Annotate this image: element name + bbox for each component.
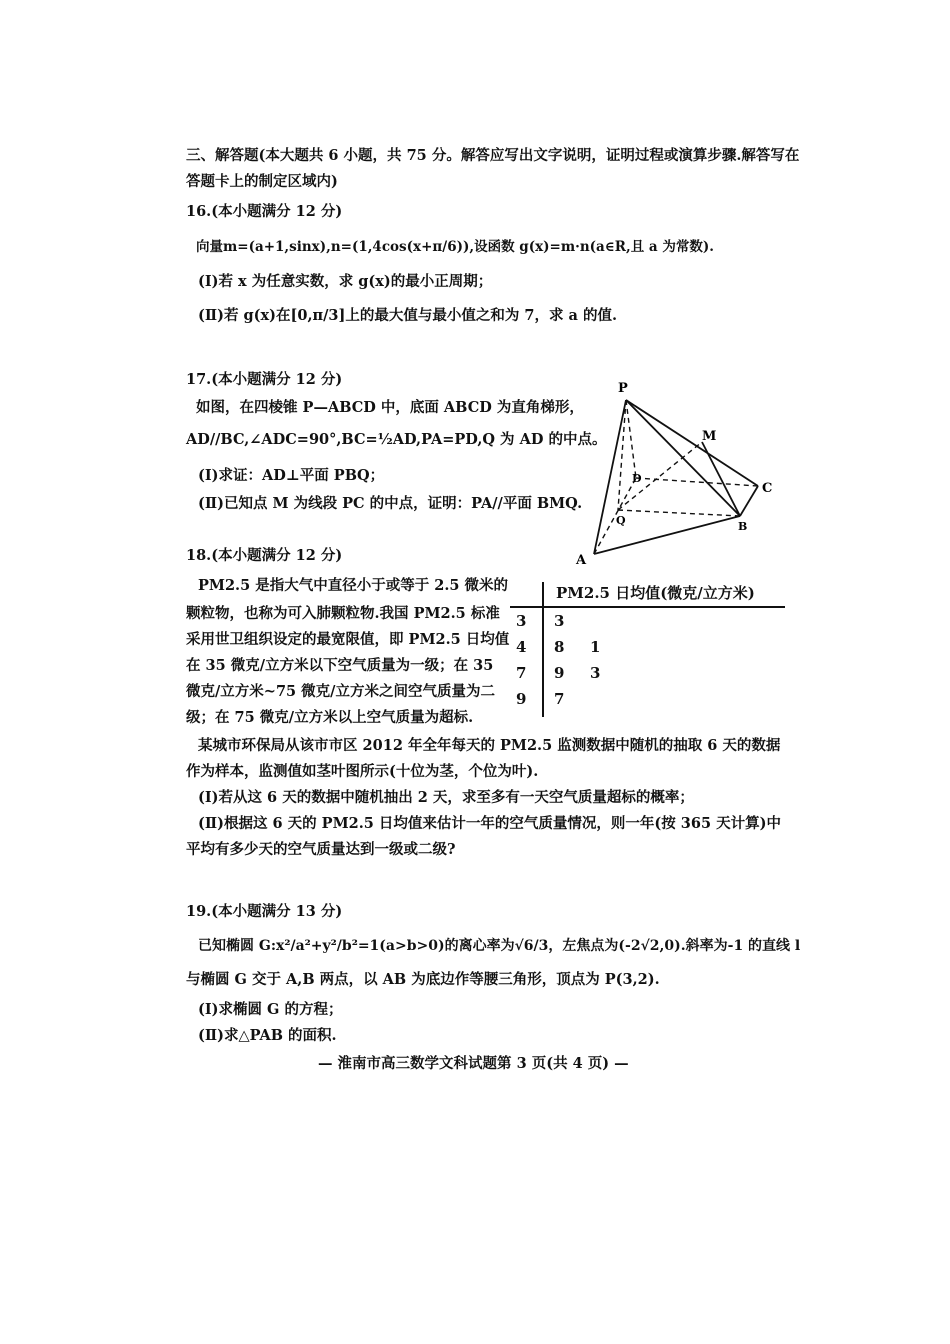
stem: 3 <box>516 612 527 630</box>
edge-PA <box>594 400 626 554</box>
q18-part2-line1: (Ⅱ)根据这 6 天的 PM2.5 日均值来估计一年的空气质量情况，则一年(按 365 天计算)中 <box>198 815 781 832</box>
leaf: 9 <box>554 664 565 682</box>
label-A: A <box>576 553 587 568</box>
leaf: 8 <box>554 638 565 656</box>
leaf: 7 <box>554 690 565 708</box>
q16-stem: 向量m=(a+1,sinx),n=(1,4cos(x+π/6)),设函数 g(x)=m·n(a∈R,且 a 为常数). <box>196 239 714 255</box>
label-M: M <box>702 429 717 444</box>
q19-part1: (Ⅰ)求椭圆 G 的方程； <box>198 1001 343 1018</box>
q18-para1-line1: PM2.5 是指大气中直径小于或等于 2.5 微米的 <box>198 577 509 594</box>
label-C: C <box>762 481 773 496</box>
q18-para2-line1: 某城市环保局从该市市区 2012 年全年每天的 PM2.5 监测数据中随机的抽取 6 天的数据 <box>198 737 781 754</box>
edge-MB <box>702 442 740 516</box>
q19-part2: (Ⅱ)求△PAB 的面积. <box>198 1027 337 1044</box>
leaf: 1 <box>590 638 601 656</box>
edge-DC <box>636 478 758 486</box>
stem: 9 <box>516 690 527 708</box>
q16-heading: 16.(本小题满分 12 分) <box>186 203 343 220</box>
q17-line2: AD//BC,∠ADC=90°,BC=½AD,PA=PD,Q 为 AD 的中点。 <box>186 431 607 448</box>
stem-leaf-plot <box>510 582 785 717</box>
q17-heading: 17.(本小题满分 12 分) <box>186 371 343 388</box>
q18-para2-line2: 作为样本，监测值如茎叶图所示(十位为茎，个位为叶). <box>186 763 539 780</box>
stem-leaf-title: PM2.5 日均值(微克/立方米) <box>556 584 755 602</box>
q17-line1: 如图，在四棱锥 P—ABCD 中，底面 ABCD 为直角梯形， <box>196 399 584 416</box>
pyramid-figure <box>570 378 790 568</box>
q18-para1-line5: 微克/立方米~75 微克/立方米之间空气质量为二 <box>186 683 495 700</box>
leaf: 3 <box>590 664 601 682</box>
q19-line1: 已知椭圆 G:x²/a²+y²/b²=1(a>b>0)的离心率为√6/3，左焦点为(-2√2,0).斜率为-1 的直线 l <box>198 938 801 954</box>
leaf: 3 <box>554 612 565 630</box>
q18-para1-line3: 采用世卫组织设定的最宽限值，即 PM2.5 日均值 <box>186 631 510 648</box>
q18-part1: (Ⅰ)若从这 6 天的数据中随机抽出 2 天，求至多有一天空气质量超标的概率； <box>198 789 694 806</box>
edge-QM <box>618 442 702 510</box>
edge-QB <box>618 510 740 516</box>
q19-heading: 19.(本小题满分 13 分) <box>186 903 343 920</box>
q18-para1-line6: 级；在 75 微克/立方米以上空气质量为超标. <box>186 709 474 726</box>
q18-para1-line2: 颗粒物，也称为可入肺颗粒物.我国 PM2.5 标准 <box>186 605 500 622</box>
edge-PD <box>626 400 636 478</box>
edge-AD <box>594 478 636 554</box>
section-header-line1: 三、解答题(本大题共 6 小题，共 75 分。解答应写出文字说明，证明过程或演算步骤.解答写在 <box>186 147 800 164</box>
q18-part2-line2: 平均有多少天的空气质量达到一级或二级? <box>186 841 456 858</box>
page-footer: — 淮南市高三数学文科试题第 3 页(共 4 页) — <box>318 1055 629 1072</box>
q16-part1: (Ⅰ)若 x 为任意实数，求 g(x)的最小正周期； <box>198 273 493 290</box>
stem-leaf-divider <box>542 582 544 717</box>
label-P: P <box>618 381 628 396</box>
q17-part2: (Ⅱ)已知点 M 为线段 PC 的中点，证明：PA//平面 BMQ. <box>198 495 583 512</box>
section-header-line2: 答题卡上的制定区域内) <box>186 173 338 190</box>
label-Q: Q <box>616 514 626 527</box>
label-D: D <box>632 472 642 485</box>
edge-PC <box>626 400 758 486</box>
stem: 7 <box>516 664 527 682</box>
stem-leaf-header-rule <box>510 606 785 608</box>
q18-heading: 18.(本小题满分 12 分) <box>186 547 343 564</box>
q17-part1: (Ⅰ)求证：AD⊥平面 PBQ； <box>198 467 385 484</box>
q16-part2: (Ⅱ)若 g(x)在[0,π/3]上的最大值与最小值之和为 7，求 a 的值. <box>198 307 618 324</box>
stem: 4 <box>516 638 527 656</box>
q18-para1-line4: 在 35 微克/立方米以下空气质量为一级；在 35 <box>186 657 494 674</box>
label-B: B <box>738 520 748 533</box>
q19-line2: 与椭圆 G 交于 A,B 两点，以 AB 为底边作等腰三角形，顶点为 P(3,2). <box>186 971 660 988</box>
edge-BC <box>740 486 758 516</box>
